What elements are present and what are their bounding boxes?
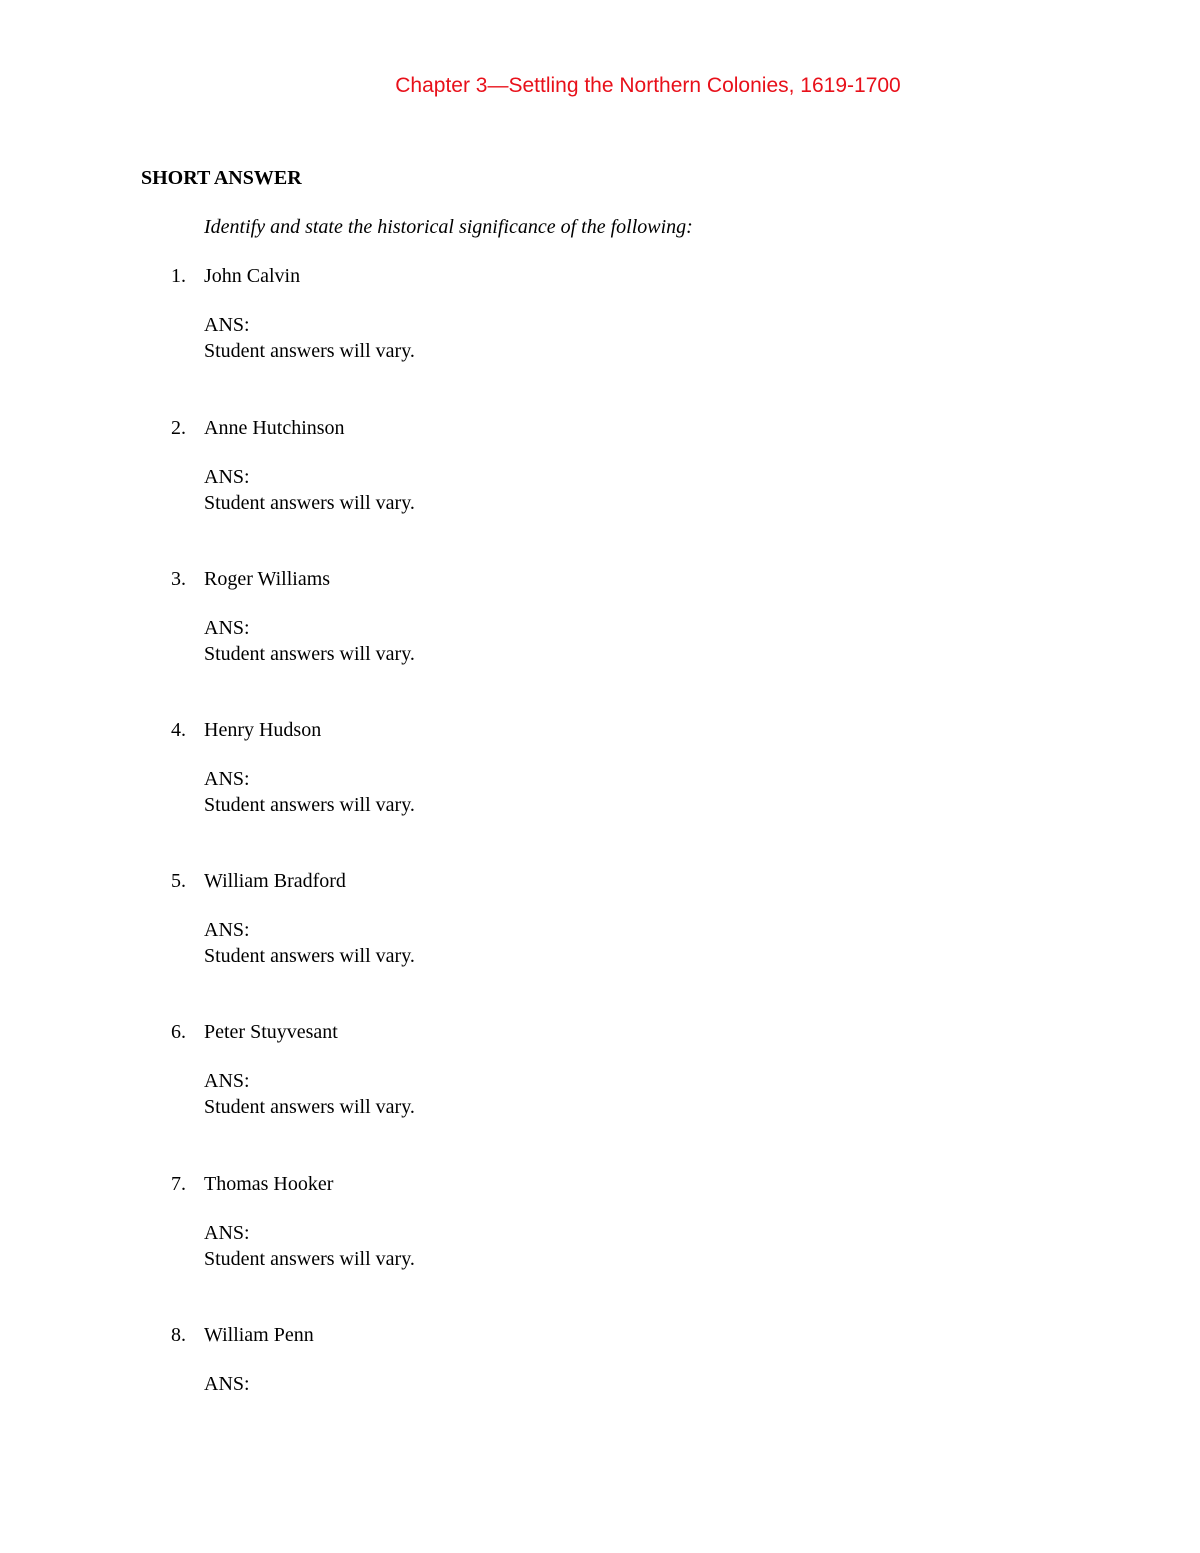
answer-label: ANS:	[204, 919, 250, 941]
answer-label: ANS:	[204, 1070, 250, 1092]
answer-text: Student answers will vary.	[204, 643, 415, 665]
question-number: 1.	[171, 265, 186, 287]
question-number: 7.	[171, 1173, 186, 1195]
question-text: Peter Stuyvesant	[204, 1021, 338, 1043]
question-text: Anne Hutchinson	[204, 417, 345, 439]
answer-text: Student answers will vary.	[204, 1248, 415, 1270]
answer-label: ANS:	[204, 314, 250, 336]
question-number: 2.	[171, 417, 186, 439]
answer-label: ANS:	[204, 1222, 250, 1244]
question-number: 4.	[171, 719, 186, 741]
answer-text: Student answers will vary.	[204, 340, 415, 362]
answer-text: Student answers will vary.	[204, 794, 415, 816]
question-number: 8.	[171, 1324, 186, 1346]
question-number: 6.	[171, 1021, 186, 1043]
answer-text: Student answers will vary.	[204, 1096, 415, 1118]
answer-label: ANS:	[204, 768, 250, 790]
answer-label: ANS:	[204, 466, 250, 488]
answer-label: ANS:	[204, 617, 250, 639]
section-heading: SHORT ANSWER	[141, 167, 302, 189]
question-text: John Calvin	[204, 265, 301, 287]
chapter-title: Chapter 3—Settling the Northern Colonies, 1619-1700	[395, 74, 901, 97]
answer-text: Student answers will vary.	[204, 492, 415, 514]
answer-label: ANS:	[204, 1373, 250, 1395]
question-text: William Bradford	[204, 870, 346, 892]
answer-text: Student answers will vary.	[204, 945, 415, 967]
question-number: 3.	[171, 568, 186, 590]
question-text: Henry Hudson	[204, 719, 322, 741]
question-text: Roger Williams	[204, 568, 331, 590]
question-number: 5.	[171, 870, 186, 892]
question-text: Thomas Hooker	[204, 1173, 334, 1195]
question-text: William Penn	[204, 1324, 314, 1346]
instructions: Identify and state the historical significance of the following:	[204, 216, 693, 238]
